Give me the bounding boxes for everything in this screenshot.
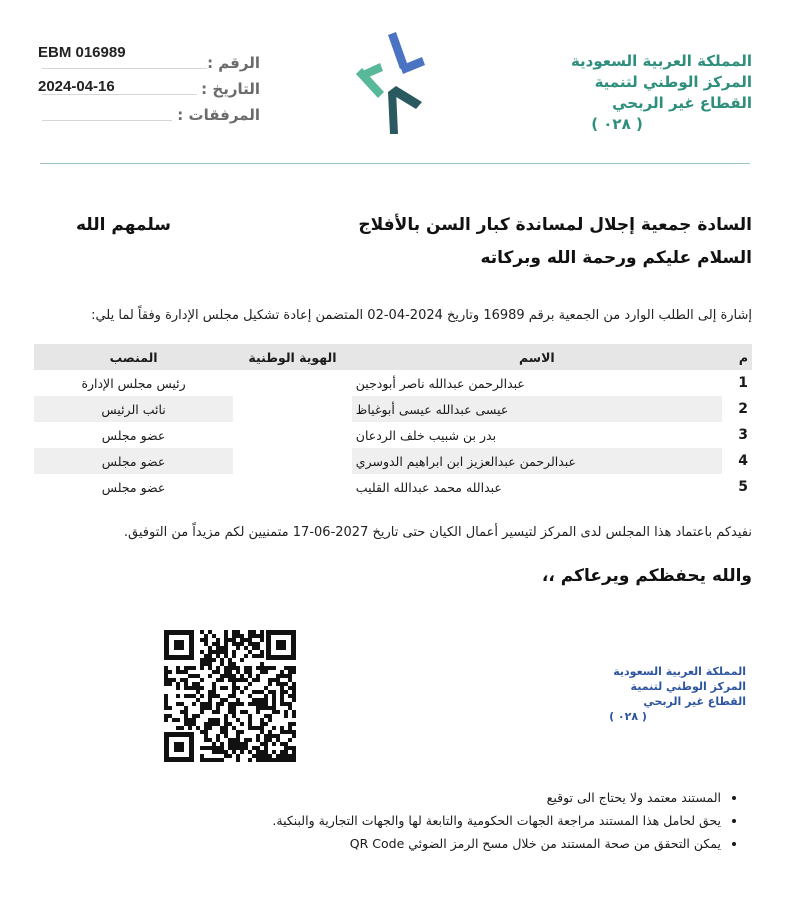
footer-org-line: ( ٠٢٨ ) xyxy=(609,710,647,723)
qr-code[interactable] xyxy=(164,630,296,762)
org-line: القطاع غير الربحي xyxy=(612,94,752,112)
note-item: • المستند معتمد ولا يحتاج الى توقيع xyxy=(121,786,721,809)
header-divider xyxy=(40,163,750,164)
org-line: المملكة العربية السعودية xyxy=(570,52,752,70)
row-num: 1 xyxy=(738,375,748,391)
closing-paragraph: نفيدكم باعتماد هذا المجلس لدى المركز لتيسير أعمال الكيان حتى تاريخ 2027-06-17 متمنيين لكم مزيداً من التوفيق. xyxy=(123,525,752,540)
recipient: السادة جمعية إجلال لمساندة كبار السن بالأفلاج xyxy=(358,215,752,235)
intro-paragraph: إشارة إلى الطلب الوارد من الجمعية برقم 16989 وتاريخ 2024-04-02 المتضمن إعادة تشكيل مجلس الإدارة وفقاً لما يلي: xyxy=(91,308,752,323)
board-members-table xyxy=(34,344,752,500)
table-row xyxy=(34,370,752,396)
row-name: عيسى عبدالله عيسى أبوغياظ xyxy=(352,396,722,422)
row-num: 3 xyxy=(738,427,748,443)
footer-notes xyxy=(121,786,739,855)
row-name: بدر بن شبيب خلف الردعان xyxy=(355,427,497,443)
row-id xyxy=(233,422,352,448)
reference-label: الرقم : xyxy=(207,54,260,72)
org-line: المركز الوطني لتنمية xyxy=(594,73,752,91)
table-header-row xyxy=(34,344,752,370)
col-header-name: الاسم xyxy=(352,344,722,370)
footer-org-line: المملكة العربية السعودية xyxy=(613,665,746,678)
note-item: • يمكن التحقق من صحة المستند من خلال مسح الرمز الضوئي QR Code xyxy=(121,832,721,855)
row-position: عضو مجلس xyxy=(34,448,233,474)
date-value: 2024-04-16 xyxy=(38,78,115,95)
col-header-id: الهوية الوطنية xyxy=(233,344,352,370)
farewell: والله يحفظكم ويرعاكم ،، xyxy=(541,566,752,586)
row-position: عضو مجلس xyxy=(101,427,166,443)
note-item: • يحق لحامل هذا المستند مراجعة الجهات الحكومية والتابعة لها والجهات التجارية والبنكية. xyxy=(121,809,721,832)
salutation: السلام عليكم ورحمة الله وبركاته xyxy=(480,248,752,268)
row-name: عبدالرحمن عبدالله ناصر أبودجين xyxy=(355,375,525,391)
row-id xyxy=(233,370,352,396)
attachments-label: المرفقات : xyxy=(177,106,260,124)
table-row xyxy=(34,474,752,500)
col-header-num: م xyxy=(722,344,752,370)
reference-number: EBM 016989 xyxy=(38,44,126,61)
row-position: رئيس مجلس الإدارة xyxy=(81,375,186,391)
row-num: 5 xyxy=(738,479,748,495)
col-header-position: المنصب xyxy=(34,344,233,370)
row-num: 2 xyxy=(738,401,748,417)
date-label: التاريخ : xyxy=(201,80,260,98)
organization-name xyxy=(552,51,752,135)
row-name: عبدالرحمن عبدالعزيز ابن ابراهيم الدوسري xyxy=(352,448,722,474)
table-row xyxy=(34,396,752,422)
row-position: عضو مجلس xyxy=(101,479,166,495)
table-row xyxy=(34,448,752,474)
table-row xyxy=(34,422,752,448)
row-id xyxy=(233,448,352,474)
row-name: عبدالله محمد عبدالله القليب xyxy=(355,479,502,495)
row-position: نائب الرئيس xyxy=(34,396,233,422)
greeting: سلمهم الله xyxy=(76,215,171,235)
organization-logo xyxy=(350,32,432,136)
row-id xyxy=(233,396,352,422)
footer-organization-name xyxy=(560,664,746,724)
org-line: ( ٠٢٨ ) xyxy=(591,115,643,133)
footer-org-line: القطاع غير الربحي xyxy=(643,695,746,708)
row-num: 4 xyxy=(738,453,748,469)
footer-org-line: المركز الوطني لتنمية xyxy=(630,680,746,693)
row-id xyxy=(233,474,352,500)
